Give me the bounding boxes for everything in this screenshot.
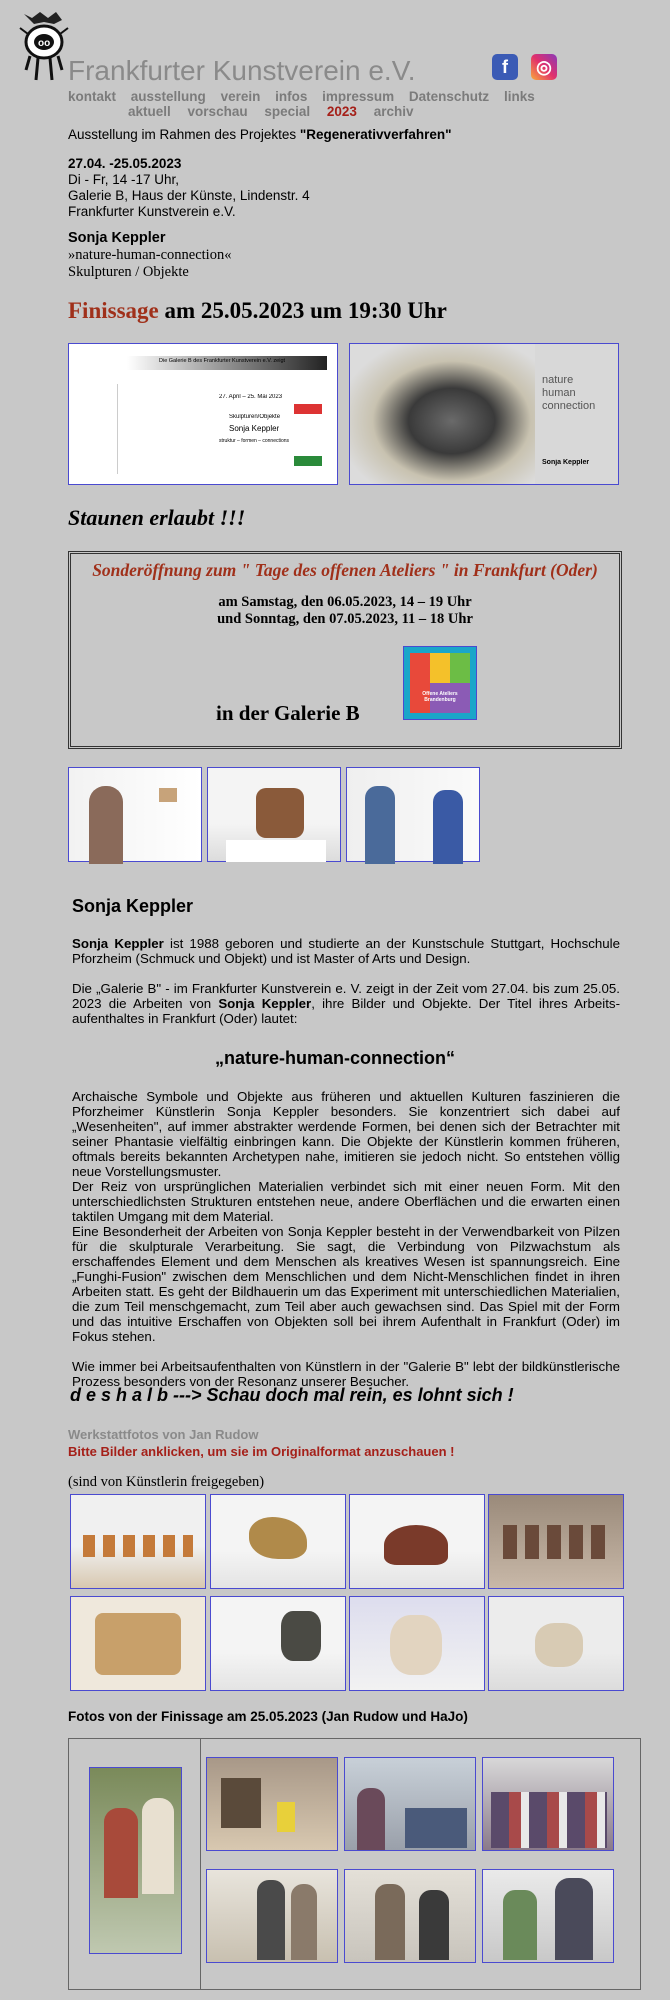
atelier-galerie: in der Galerie B bbox=[216, 701, 360, 725]
photo-person-2 bbox=[433, 790, 463, 864]
staunen-heading: Staunen erlaubt !!! bbox=[68, 505, 246, 530]
atelier-date-2: und Sonntag, den 07.05.2023, 11 – 18 Uhr bbox=[217, 611, 473, 627]
nav-ausstellung[interactable]: ausstellung bbox=[130, 89, 206, 104]
nav-row-main bbox=[68, 89, 535, 104]
bio-p1-name: Sonja Keppler bbox=[72, 936, 164, 951]
workshop-objects-3 bbox=[384, 1525, 448, 1565]
badge-line1: Offene Ateliers bbox=[422, 691, 458, 697]
workshop-photo-7[interactable] bbox=[349, 1596, 485, 1691]
bio-paragraph-4: Wie immer bei Arbeitsaufenthalten von Künstlern in der "Galerie B" lebt der bildkünstlerische Prozess besonders von der Resonanz unserer Besucher. bbox=[72, 1359, 620, 1389]
site-title: Frankfurter Kunstverein e.V. bbox=[68, 55, 416, 86]
artist-info bbox=[68, 229, 231, 281]
finissage-photos-box bbox=[68, 1738, 641, 1990]
finissage-label: Finissage bbox=[68, 298, 159, 323]
work-quote-title: „nature-human-connection“ bbox=[214, 1048, 455, 1068]
badge-stripe-red bbox=[410, 653, 430, 713]
project-intro bbox=[68, 127, 452, 143]
badge-stripe-green bbox=[450, 653, 470, 683]
nav-aktuell[interactable]: aktuell bbox=[128, 104, 171, 119]
poster-line2: human bbox=[542, 387, 576, 399]
flyer-logo-red bbox=[294, 404, 322, 414]
finissage-photo-5[interactable] bbox=[344, 1869, 476, 1963]
workshop-photo-1[interactable] bbox=[70, 1494, 206, 1589]
workshop-photo-3[interactable] bbox=[349, 1494, 485, 1589]
workshop-hint: Bitte Bilder anklicken, um sie im Originalformat anzuschauen ! bbox=[68, 1444, 455, 1459]
badge-line2: Brandenburg bbox=[424, 697, 456, 703]
nav-2023[interactable]: 2023 bbox=[326, 104, 357, 119]
photo-sculpture-pedestal[interactable] bbox=[207, 767, 341, 862]
bio-p2-name: Sonja Keppler bbox=[218, 996, 312, 1011]
exhibition-location: Galerie B, Haus der Künste, Lindenstr. 4 bbox=[68, 188, 310, 203]
photo-person bbox=[89, 786, 123, 864]
flyer-image[interactable] bbox=[68, 343, 338, 485]
flyer-sidebar bbox=[81, 384, 118, 474]
finissage-photo-1[interactable] bbox=[206, 1757, 338, 1851]
nav-impressum[interactable]: impressum bbox=[322, 89, 395, 104]
poster-image[interactable] bbox=[349, 343, 619, 485]
exhibition-info bbox=[68, 156, 310, 220]
poster-artist: Sonja Keppler bbox=[542, 459, 590, 466]
facebook-icon[interactable]: f bbox=[492, 54, 518, 80]
open-atelier-badge[interactable] bbox=[403, 646, 477, 720]
workshop-photo-6[interactable] bbox=[210, 1596, 346, 1691]
photo-sculpture bbox=[256, 788, 304, 838]
nav-links[interactable]: links bbox=[503, 89, 535, 104]
workshop-objects-1 bbox=[83, 1535, 193, 1557]
workshop-note: (sind von Künstlerin freigegeben) bbox=[68, 1474, 265, 1490]
finissage-left-column bbox=[69, 1739, 201, 1989]
bio-p3b: Der Reiz von ursprünglichen Materialien verbindet sich mit einer neuen Form. Mit den unterschiedlichsten Strukturen entstehen neue, andere Oberflächen und die erwarten einen taktilen Umgang mit dem Material. bbox=[72, 1179, 620, 1224]
finissage-audience bbox=[405, 1808, 467, 1848]
poster-line3: connection bbox=[542, 400, 596, 412]
exhibition-dates: 27.04. -25.05.2023 bbox=[68, 156, 182, 171]
finissage-speaker bbox=[357, 1788, 385, 1850]
finissage-photo-3[interactable] bbox=[482, 1757, 614, 1851]
finissage-person-7 bbox=[503, 1890, 537, 1960]
workshop-credit: Werkstattfotos von Jan Rudow bbox=[68, 1427, 259, 1442]
finissage-crowd bbox=[491, 1792, 607, 1848]
workshop-objects-5 bbox=[95, 1613, 181, 1675]
finissage-person-8 bbox=[555, 1878, 593, 1960]
nav-kontakt[interactable]: kontakt bbox=[68, 89, 117, 104]
flyer-logo-green bbox=[294, 456, 322, 466]
open-atelier-box bbox=[68, 551, 622, 749]
nav-verein[interactable]: verein bbox=[220, 89, 261, 104]
workshop-photo-8[interactable] bbox=[488, 1596, 624, 1691]
badge-inner bbox=[410, 653, 470, 713]
finissage-person-4 bbox=[291, 1884, 317, 1960]
atelier-date-1: am Samstag, den 06.05.2023, 14 – 19 Uhr bbox=[218, 594, 472, 610]
bio-p1-text: ist 1988 geboren und studierte an der Kunstschule Stuttgart, Hochschule Pforzheim (Schmuck und Objekt) und ist Master of Arts und Design. bbox=[72, 936, 621, 966]
photo-pedestal bbox=[226, 840, 326, 862]
flyer-heading: Die Galerie B des Frankfurter Kunstverein e.V. zeigt bbox=[159, 358, 286, 364]
poster-line1: nature bbox=[542, 374, 574, 386]
workshop-photo-4[interactable] bbox=[488, 1494, 624, 1589]
finissage-person-3 bbox=[257, 1880, 285, 1960]
finissage-photo-6[interactable] bbox=[482, 1869, 614, 1963]
photo-artist-portrait[interactable] bbox=[68, 767, 202, 862]
opening-hours: Di - Fr, 14 -17 Uhr, bbox=[68, 172, 180, 187]
poster-sculpture bbox=[350, 344, 535, 484]
bio-heading: Sonja Keppler bbox=[72, 896, 194, 916]
finissage-person-5 bbox=[375, 1884, 405, 1960]
bio-p2-end: , ihre Bilder und Objekte. Der Titel ihres Arbeits-aufenthaltes in Frankfurt (Oder) lautet: bbox=[72, 996, 620, 1026]
atelier-dates bbox=[71, 594, 619, 628]
badge-text bbox=[412, 691, 468, 703]
work-category: Skulpturen / Objekte bbox=[68, 264, 189, 280]
workshop-objects-6 bbox=[281, 1611, 321, 1661]
photo-object bbox=[159, 788, 177, 802]
intro-text: Ausstellung im Rahmen des Projektes bbox=[68, 127, 300, 142]
instagram-icon[interactable]: ◎ bbox=[531, 54, 557, 80]
finissage-photo-portrait[interactable] bbox=[89, 1767, 182, 1954]
flyer-kind: Skulpturen/Objekte bbox=[229, 414, 281, 420]
bio-p3c: Eine Besonderheit der Arbeiten von Sonja Keppler besteht in der Verwendbarkeit von Pilzen für die skulpturale Verarbeitung. Sie sagt, die Verbindung von Pilzwachstum als erschaffendes Element und dem Menschen als kreatives Wesen ist spannungsreich. Eine „Funghi-Fusion" zwischen dem Menschlichen und dem Nicht-Menschlichen findet in ihren Arbeiten statt. Es geht der Bildhauerin um das Experiment mit unterschiedlichen Materialien, die zum Teil menschgemacht, zum Teil aber auch gewachsen sind. Das Spiel mit der Form und das intuitive Erschaffen von Objekten soll bei ihrem Aufenthalt in Frankfurt (Oder) im Fokus stehen. bbox=[72, 1224, 620, 1344]
finissage-photo-2[interactable] bbox=[344, 1757, 476, 1851]
badge-stripe-yellow bbox=[430, 653, 450, 683]
project-name: "Regenerativverfahren" bbox=[299, 127, 452, 142]
workshop-objects-8 bbox=[535, 1623, 583, 1667]
nav-datenschutz[interactable]: Datenschutz bbox=[408, 89, 490, 104]
nav-row-sub bbox=[128, 104, 413, 119]
flyer-sub: struktur – formen – connections bbox=[219, 438, 290, 444]
flyer-dates: 27. April – 25. Mai 2023 bbox=[219, 394, 283, 400]
call-to-action: d e s h a l b ---> Schau doch mal rein, es lohnt sich ! bbox=[70, 1385, 514, 1405]
svg-text:oo: oo bbox=[38, 38, 51, 49]
bio-paragraph-3 bbox=[72, 1089, 620, 1344]
nav-vorschau[interactable]: vorschau bbox=[187, 104, 248, 119]
nav-special[interactable]: special bbox=[264, 104, 311, 119]
atelier-title: Sonderöffnung zum " Tage des offenen Ateliers " in Frankfurt (Oder) bbox=[92, 560, 598, 580]
finissage-door bbox=[221, 1778, 261, 1828]
finissage-person-2 bbox=[142, 1798, 174, 1894]
bio-p3a: Archaische Symbole und Objekte aus früheren und aktuellen Kulturen faszinieren die Pforzheimer Künstlerin Sonja Keppler besonders. Sie konzentriert sich dabei auf „Wesenheiten", auf immer abstrakter werdende Formen, bei denen sich der Betrachter mit seiner Phantasie vielfältig einbringen kann. Die Objekte der Künstlerin kommen früheren, oftmals bereits bekannten Archetypen nahe, imitieren sie jedoch nicht. So entstehen völlig neue Vorstellungsmuster. bbox=[72, 1089, 620, 1179]
finissage-heading bbox=[68, 298, 447, 324]
finissage-person-1 bbox=[104, 1808, 138, 1898]
workshop-objects-2 bbox=[249, 1517, 307, 1559]
artist-name: Sonja Keppler bbox=[68, 230, 166, 246]
nav-archiv[interactable]: archiv bbox=[373, 104, 414, 119]
finissage-person-6 bbox=[419, 1890, 449, 1960]
bio-p2-start: Die „Galerie B" - im Frankfurter Kunstverein e. V. zeigt in der Zeit vom 27.04. bis zum 25.05. 2023 die Arbeiten von bbox=[72, 981, 620, 1011]
workshop-objects-7 bbox=[390, 1615, 442, 1675]
finissage-photo-4[interactable] bbox=[206, 1869, 338, 1963]
photo-person-1 bbox=[365, 786, 395, 864]
workshop-objects-4 bbox=[503, 1525, 611, 1559]
finissage-photos-title: Fotos von der Finissage am 25.05.2023 (Jan Rudow und HaJo) bbox=[68, 1709, 468, 1724]
photo-conversation[interactable] bbox=[346, 767, 480, 862]
flyer-name: Sonja Keppler bbox=[229, 424, 280, 433]
bio-paragraph-1 bbox=[72, 936, 620, 1026]
finissage-date: am 25.05.2023 um 19:30 Uhr bbox=[158, 298, 447, 323]
logo-mascot bbox=[18, 8, 70, 84]
nav-infos[interactable]: infos bbox=[275, 89, 308, 104]
workshop-photo-5[interactable] bbox=[70, 1596, 206, 1691]
exhibition-org: Frankfurter Kunstverein e.V. bbox=[68, 204, 236, 219]
poster-text bbox=[542, 374, 595, 413]
work-title: »nature-human-connection« bbox=[68, 247, 232, 263]
workshop-photo-2[interactable] bbox=[210, 1494, 346, 1589]
finissage-sign bbox=[277, 1802, 295, 1832]
